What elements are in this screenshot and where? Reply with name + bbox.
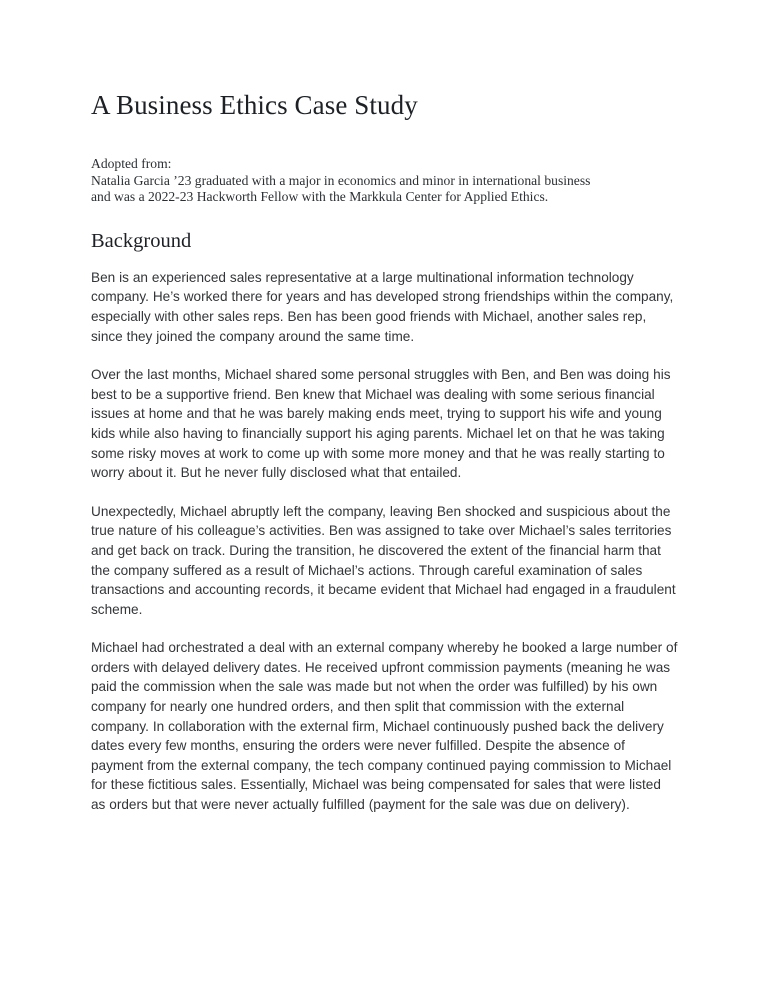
page-title: A Business Ethics Case Study — [91, 90, 418, 120]
attribution-label: Adopted from: — [91, 156, 172, 171]
paragraph: Michael had orchestrated a deal with an external company whereby he booked a large number of orders with delayed delivery dates. He received upfront commission payments (meaning he was paid the commission when the sale was made but not when the order was fulfilled) by his own company for nearly one hundred orders, and then split that commission with the external company. In collaboration with the external firm, Michael continuously pushed back the delivery dates every few months, ensuring the orders were never fulfilled. Despite the absence of payment from the external company, the tech company continued paying commission to Michael for these fictitious sales. Essentially, Michael was being compensated for sales that were listed as orders but that were never actually fulfilled (payment for the sale was due on delivery). — [91, 640, 678, 813]
paragraph: Over the last months, Michael shared some personal struggles with Ben, and Ben was doing his best to be a supportive friend. Ben knew that Michael was dealing with some serious financial issues at home and that he was barely making ends meet, trying to support his wife and young kids while also having to financially support his aging parents. Michael let on that he was taking some risky moves at work to come up with some more money and that he was really starting to worry about it. But he never fully disclosed what that entailed. — [91, 367, 671, 481]
attribution-line-2: and was a 2022-23 Hackworth Fellow with the Markkula Center for Applied Ethics. — [91, 189, 549, 205]
attribution-line-1: Natalia Garcia ’23 graduated with a major in economics and minor in international business — [91, 172, 591, 188]
paragraph: Unexpectedly, Michael abruptly left the company, leaving Ben shocked and suspicious about the true nature of his colleague’s activities. Ben was assigned to take over Michael’s sales territories and get back on track. During the transition, he discovered the extent of the financial harm that the company suffered as a result of Michael’s actions. Through careful examination of sales transactions and accounting records, it became evident that Michael had engaged in a fraudulent scheme. — [91, 503, 676, 617]
document-content — [91, 88, 678, 815]
section-body-background — [91, 268, 678, 815]
paragraph: Ben is an experienced sales representative at a large multinational information technology company. He’s worked there for years and has developed strong friendships within the company, especially with other sales reps. Ben has been good friends with Michael, another sales rep, since they joined the company around the same time. — [91, 269, 674, 344]
attribution-block — [91, 156, 678, 206]
section-heading-background: Background — [91, 229, 192, 252]
